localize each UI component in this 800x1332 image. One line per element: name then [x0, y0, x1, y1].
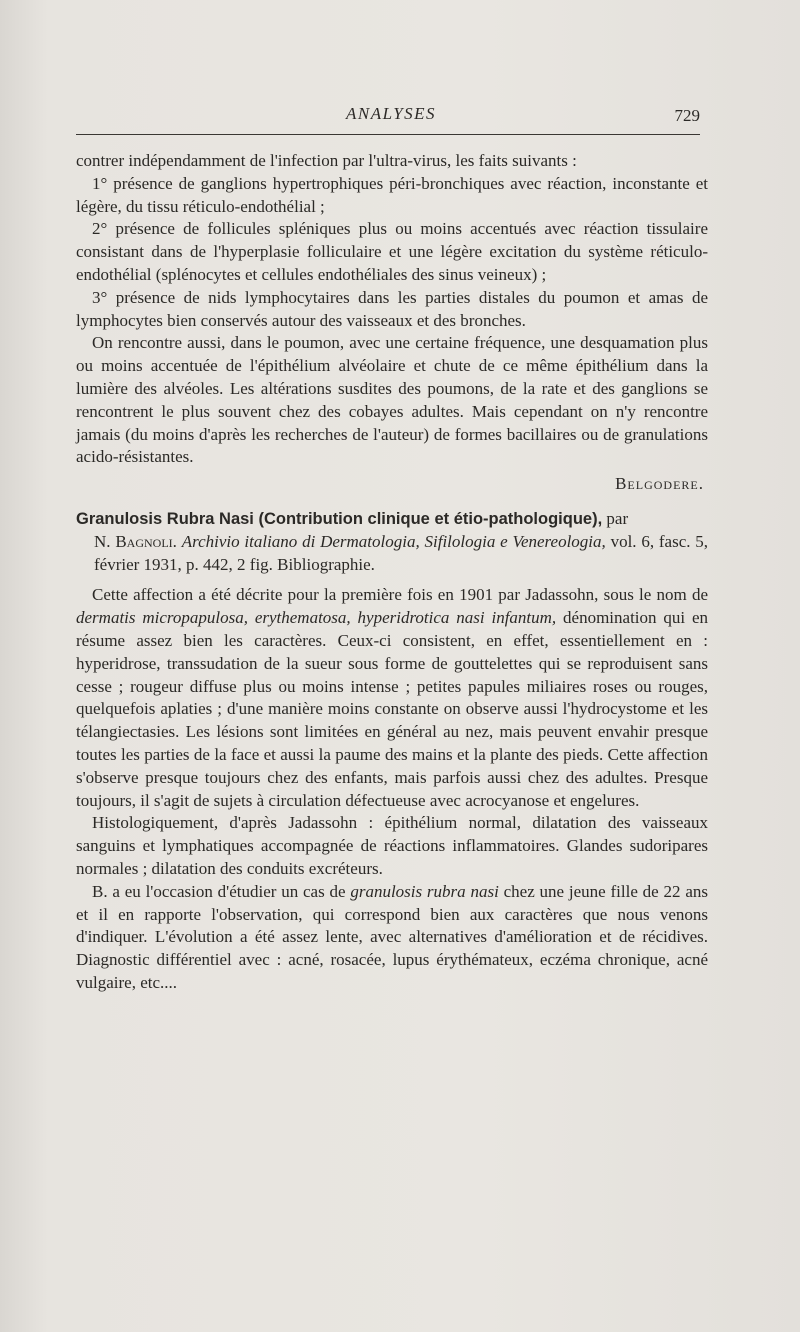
case-italic: granulosis rubra nasi: [350, 881, 499, 901]
signature: Belgodere.: [615, 474, 704, 494]
description-italic: dermatis micropapulosa, erythematosa, hyperidrotica nasi infantum,: [76, 608, 557, 628]
case-text-b: chez une jeune fille de 22 ans et il en rapporte l'observation, qui correspond bien aux caractères que nous venons d'indiquer. L'évolution a été assez lente, avec alternatives d'amélioration et de récidives. Diagnostic différentiel avec : acné, rosacée, lupus érythémateux, eczéma chronique, acné vulgaire, etc....: [76, 881, 708, 992]
paragraph-histology: Histologiquement, d'après Jadassohn : épithélium normal, dilatation des vaisseaux sanguins et lymphatiques accompagnée de réactions inflammatoires. Glandes sudoripares normales ; dilatation des conduits excréteurs.: [76, 813, 708, 878]
running-head: ANALYSES: [345, 104, 437, 123]
article-journal: Archivio italiano di Dermatologia, Sifilologia e Venereologia,: [181, 531, 606, 551]
paragraph-item-2: 2° présence de follicules spléniques plus ou moins accentués avec réaction tissulaire consistant dans de l'hyperplasie folliculaire et une légère excitation du système réticulo-endothélial (splénocytes et cellules endothéliales des sinus veineux) ;: [76, 219, 708, 284]
description-text-a: Cette affection a été décrite pour la première fois en 1901 par Jadassohn, sous le nom de: [92, 585, 708, 605]
case-text-a: B. a eu l'occasion d'étudier un cas de: [92, 881, 351, 901]
paragraph-item-1: 1° présence de ganglions hypertrophiques péri-bronchiques avec réaction, inconstante et légère, du tissu réticulo-endothélial ;: [76, 173, 708, 216]
article-heading: [76, 508, 708, 531]
paragraph-description: [76, 584, 708, 812]
paragraph-case: [76, 881, 708, 995]
body-text: [76, 150, 708, 995]
page-number: 729: [674, 106, 700, 125]
article-details: vol. 6, fasc. 5, février 1931, p. 442, 2 fig. Bibliographie.: [94, 531, 709, 574]
article-title: Granulosis Rubra Nasi (Contribution clinique et étio-pathologique),: [76, 509, 603, 528]
header-rule: [76, 134, 700, 135]
article-author: N. Bagnoli.: [94, 531, 177, 551]
paragraph-lung: On rencontre aussi, dans le poumon, avec une certaine fréquence, une desquamation plus ou moins accentuée de l'épithélium alvéolaire et chute de ce même épithélium dans la lumière des alvéoles. Les altérations susdites des poumons, de la rate et des ganglions se rencontrent le plus souvent chez des cobayes adultes. Mais cependant on n'y rencontre jamais (du moins d'après les recherches de l'auteur) de formes bacillaires ou de granulations acido-résistantes.: [76, 333, 708, 467]
page-header: [76, 100, 706, 132]
paragraph-item-3: 3° présence de nids lymphocytaires dans les parties distales du poumon et amas de lymphocytes bien conservés autour des vaisseaux et des bronches.: [76, 287, 708, 330]
article-by: par: [606, 508, 629, 528]
article-reference: [94, 531, 708, 577]
description-text-b: dénomination qui en résume assez bien les caractères. Ceux-ci consistent, en effet, essentiellement en : hyperidrose, transsudation de la sueur sous forme de gouttelettes qui se reproduisent sans cesse ; rougeur diffuse plus ou moins intense ; petites papules miliaires roses ou rouges, quelquefois aplaties ; d'une manière moins constante on observe aussi l'hydrocystome et les télangiectasies. Les lésions sont limitées en général au nez, mais peuvent envahir presque toutes les parties de la face et aussi la paume des mains et la plante des pieds. Cette affection s'observe presque toujours chez des enfants, mais parfois aussi chez des adultes. Presque toujours, il s'agit de sujets à circulation défectueuse avec acrocyanose et engelures.: [76, 608, 708, 810]
paragraph-continuation: contrer indépendamment de l'infection par l'ultra-virus, les faits suivants :: [76, 151, 577, 170]
